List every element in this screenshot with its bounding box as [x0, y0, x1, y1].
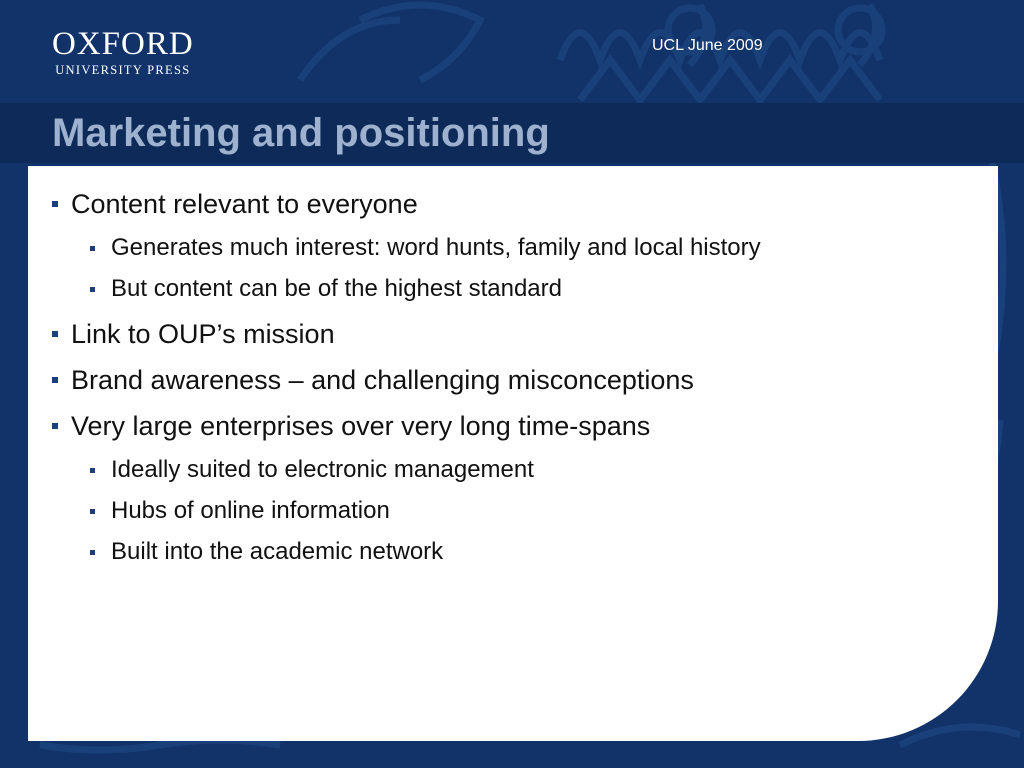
square-bullet-icon	[52, 377, 58, 383]
square-bullet-icon	[52, 201, 58, 207]
oxford-logo	[52, 28, 194, 78]
slide-title: Marketing and positioning	[52, 111, 550, 155]
logo-subtitle: UNIVERSITY PRESS	[55, 63, 191, 77]
bullet-list	[28, 188, 988, 579]
bullet-item	[28, 410, 988, 442]
sub-bullet-item	[28, 497, 988, 525]
square-bullet-icon	[90, 550, 95, 555]
bullet-text: Very large enterprises over very long time-spans	[71, 411, 651, 441]
square-bullet-icon	[90, 246, 95, 251]
logo-wordmark: OXFORD	[52, 26, 194, 62]
sub-bullet-item	[28, 538, 988, 566]
date-label: UCL June 2009	[652, 37, 763, 54]
square-bullet-icon	[90, 287, 95, 292]
sub-bullet-text: Hubs of online information	[111, 497, 390, 524]
square-bullet-icon	[90, 468, 95, 473]
sub-bullet-text: But content can be of the highest standard	[111, 275, 562, 302]
bullet-text: Link to OUP’s mission	[71, 319, 335, 349]
bullet-text: Brand awareness – and challenging misconceptions	[71, 365, 694, 395]
bullet-text: Content relevant to everyone	[71, 189, 418, 219]
sub-bullet-item	[28, 456, 988, 484]
square-bullet-icon	[52, 423, 58, 429]
sub-bullet-text: Built into the academic network	[111, 538, 444, 565]
sub-bullet-text: Ideally suited to electronic management	[111, 456, 534, 483]
sub-bullet-text: Generates much interest: word hunts, family and local history	[111, 234, 761, 261]
bullet-item	[28, 188, 988, 220]
bullet-item	[28, 364, 988, 396]
bullet-item	[28, 318, 988, 350]
content-panel	[28, 166, 998, 741]
sub-bullet-item	[28, 234, 988, 262]
sub-bullet-item	[28, 275, 988, 303]
square-bullet-icon	[52, 331, 58, 337]
square-bullet-icon	[90, 509, 95, 514]
